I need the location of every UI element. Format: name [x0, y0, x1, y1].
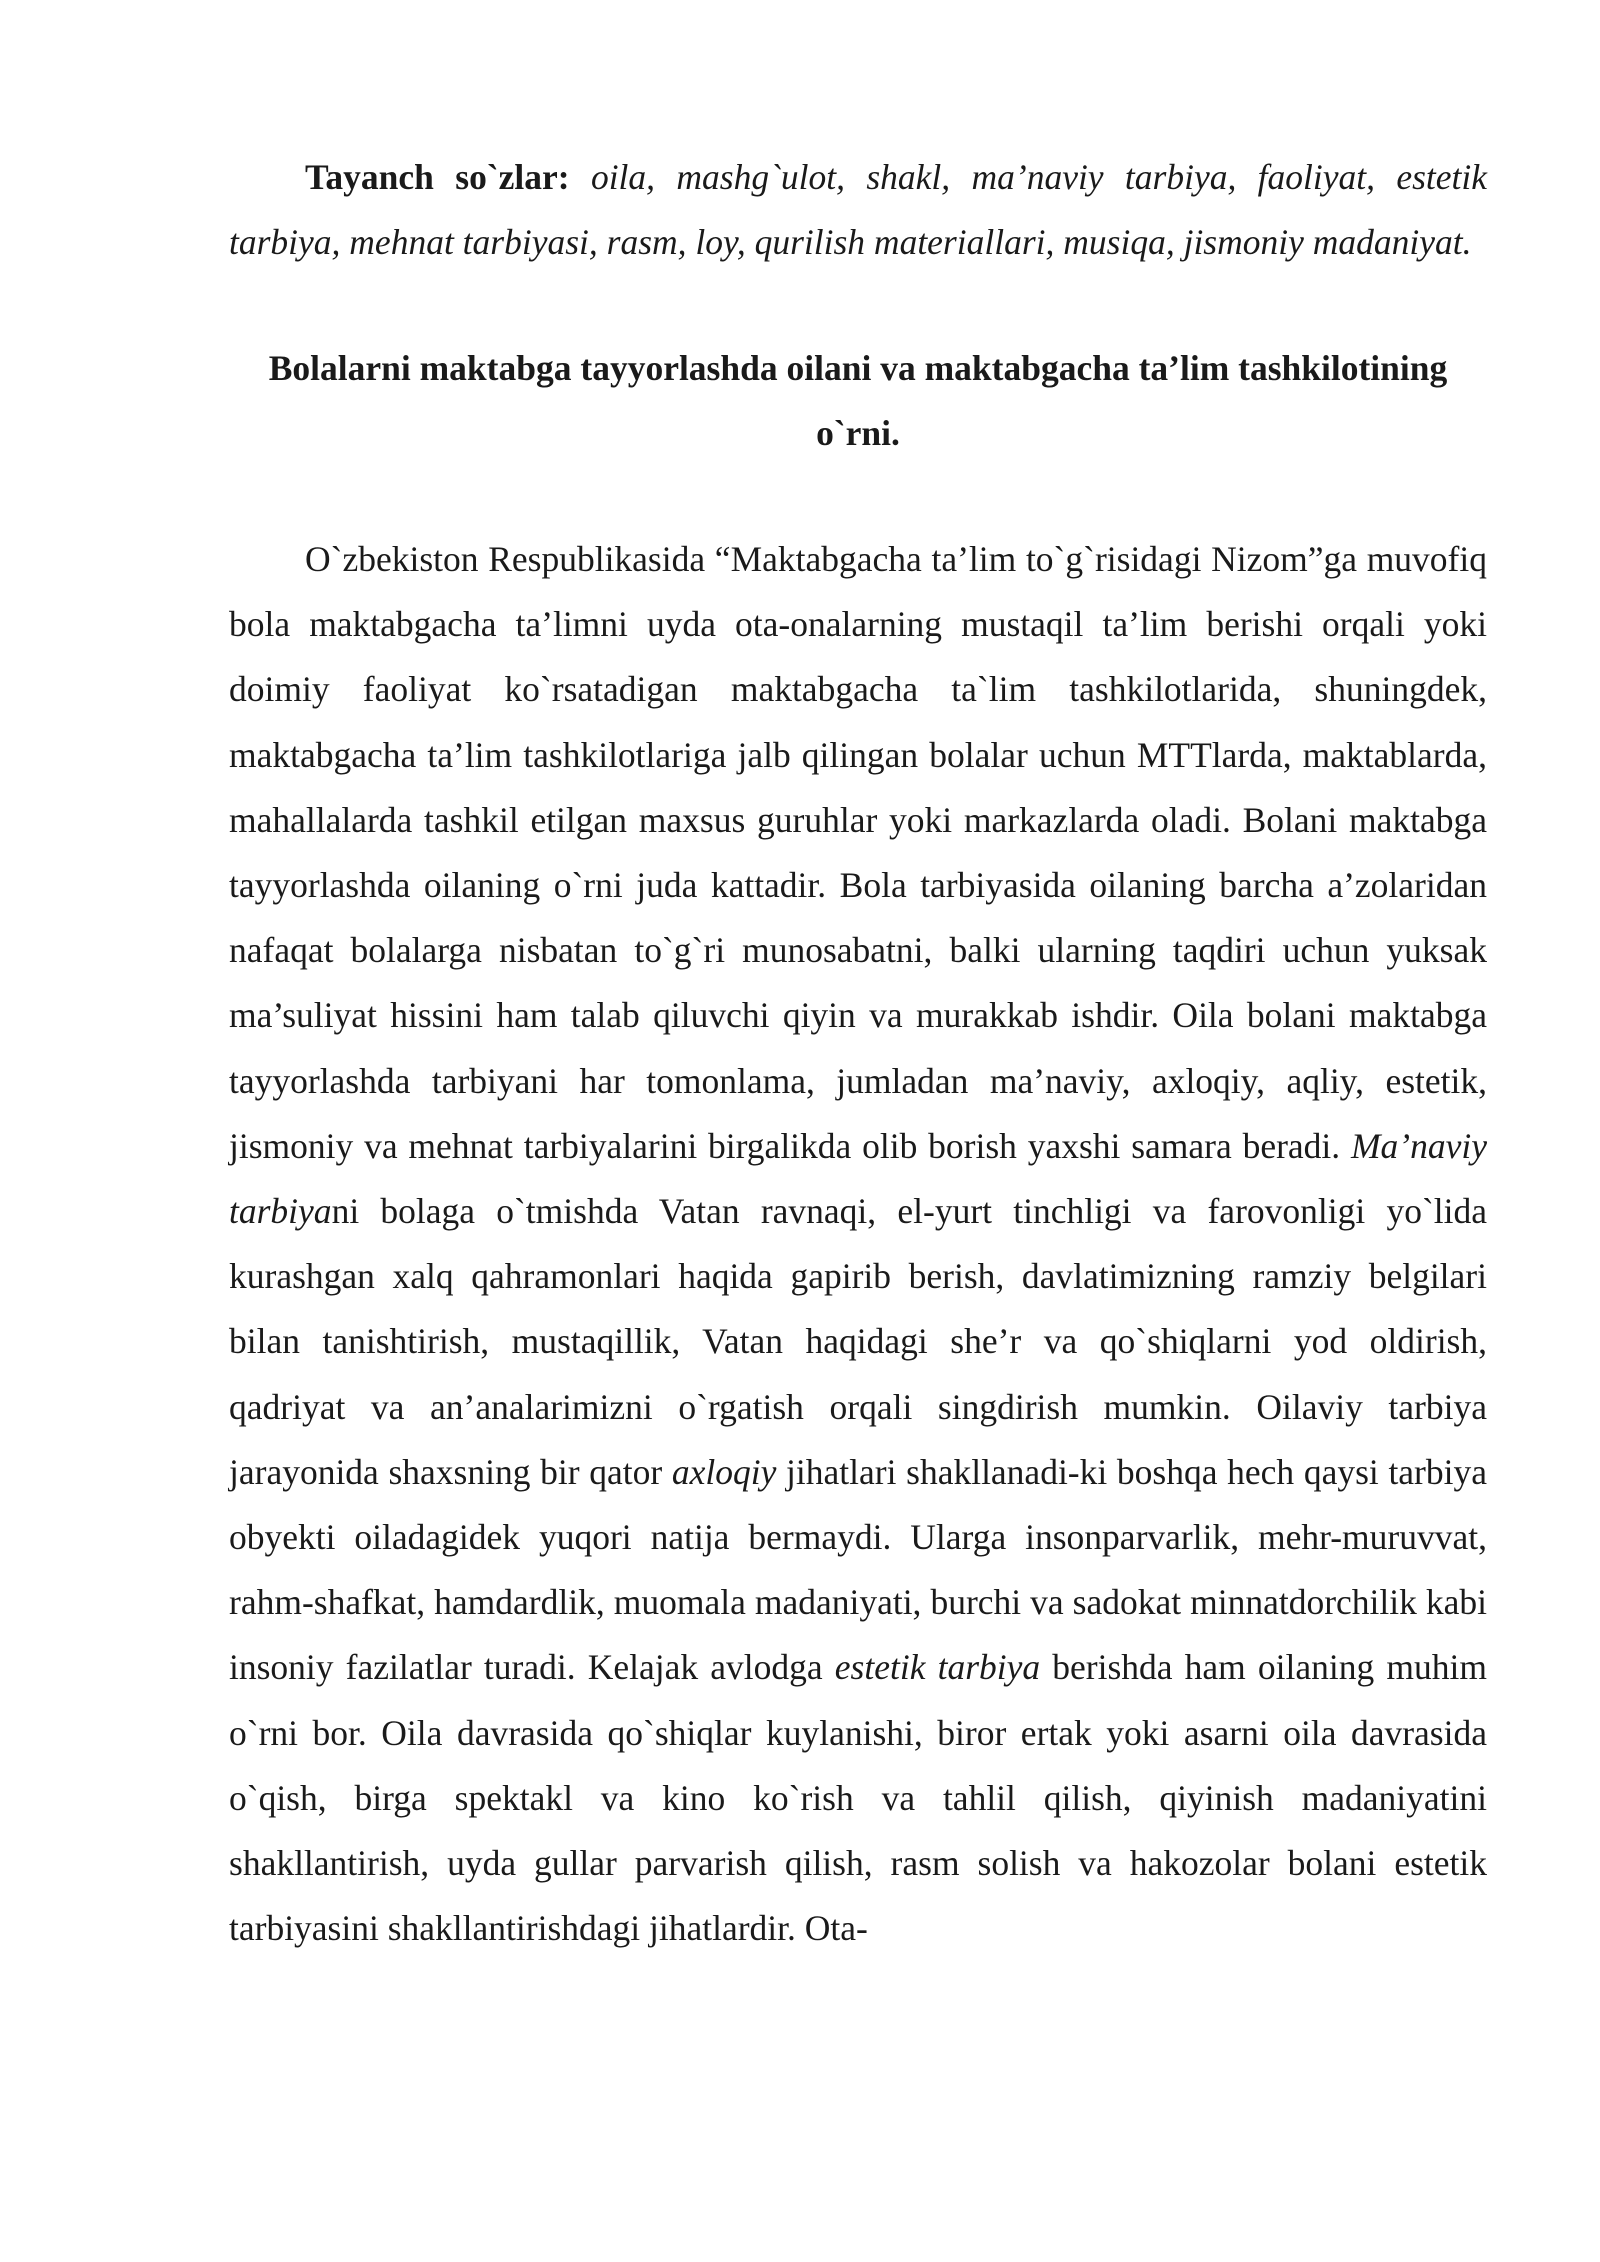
emphasis-manaviy-tarbiya: Ma’naviy tarbiya [229, 1125, 1487, 1232]
body-text-part-4: berishda ham oilaning muhim o`rni bor. Oila davrasida qo`shiqlar kuylanishi, biror ertak yoki asarni oila davrasida o`qish, birga spektakl va kino ko`rish va tahlil qilish, qiyinish madaniyatini shakllantirish, uyda gullar parvarish qilish, rasm solish va hakozolar bolani estetik tarbiyasini shakllantirishdagi jihatlardir. Ota- [229, 1647, 1487, 1949]
body-text-part-1: O`zbekiston Respublikasida “Maktabgacha ta’lim to`g`risidagi Nizom”ga muvofiq bola maktabgacha ta’limni uyda ota-onalarning mustaqil ta’lim berishi orqali yoki doimiy faoliyat ko`rsatadigan maktabgacha ta`lim tashkilotlarida, shuningdek, maktabgacha ta’lim tashkilotlariga jalb qilingan bolalar uchun MTTlarda, maktablarda, mahallalarda tashkil etilgan maxsus guruhlar yoki markazlarda oladi. Bolani maktabga tayyorlashda oilaning o`rni juda kattadir. Bola tarbiyasida oilaning barcha a’zolaridan nafaqat bolalarga nisbatan to`g`ri munosabatni, balki ularning taqdiri uchun yuksak ma’suliyat hissini ham talab qiluvchi qiyin va murakkab ishdir. Oila bolani maktabga tayyorlashda tarbiyani har tomonlama, jumladan ma’naviy, axloqiy, aqliy, estetik, jismoniy va mehnat tarbiyalarini birgalikda olib borish yaxshi samara beradi. [229, 539, 1487, 1166]
section-heading: Bolalarni maktabga tayyorlashda oilani va maktabgacha ta’lim tashkilotining o`rni. [268, 348, 1448, 453]
body-text-part-2: ni bolaga o`tmishda Vatan ravnaqi, el-yurt tinchligi va farovonligi yo`lida kurashgan xalq qahramonlari haqida gapirib berish, davlatimizning ramziy belgilari bilan tanishtirish, mustaqillik, Vatan haqidagi she’r va qo`shiqlarni yod oldirish, qadriyat va an’analarimizni o`rgatish orqali singdirish mumkin. Oilaviy tarbiya jarayonida shaxsning bir qator [229, 1191, 1487, 1492]
body-text-part-3: jihatlari shakllanadi-ki boshqa hech qaysi tarbiya obyekti oiladagidek yuqori natija bermaydi. Ularga insonparvarlik, mehr-muruvvat, rahm-shafkat, hamdardlik, muomala madaniyati, burchi va sadokat minnatdorchilik kabi insoniy fazilatlar turadi. Kelajak avlodga [229, 1451, 1488, 1688]
emphasis-axloqiy: axloqiy [671, 1451, 777, 1492]
document-page [229, 145, 1487, 1961]
emphasis-estetik-tarbiya: estetik tarbiya [834, 1647, 1041, 1688]
body-paragraph [229, 527, 1487, 1961]
keywords-list: oila, mashg`ulot, shakl, ma’naviy tarbiya, faoliyat, estetik tarbiya, mehnat tarbiyasi, rasm, loy, qurilish materiallari, musiqa, jismoniy madaniyat. [229, 157, 1488, 262]
keywords-paragraph [229, 145, 1487, 275]
keywords-label: Tayanch so`zlar: [305, 157, 570, 197]
